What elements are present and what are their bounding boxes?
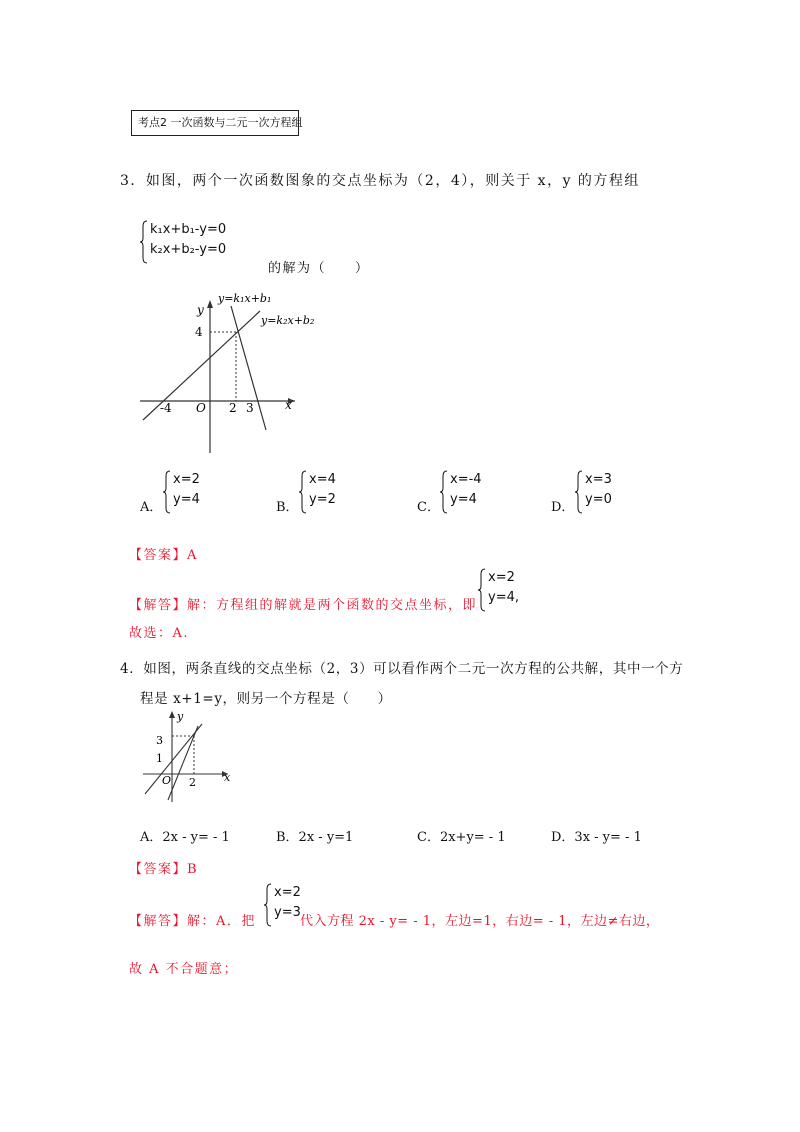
- q4-stem-line2: 程是 x+1=y，则另一个方程是（ ）: [140, 691, 392, 707]
- brace-icon: [575, 470, 583, 514]
- q4-tick-y3: 3: [156, 734, 163, 747]
- q4-analysis-row2: y=3: [274, 905, 301, 920]
- y-arrow-icon: [207, 300, 213, 308]
- q4-answer: 【答案】B: [129, 862, 199, 877]
- q3-option-a-row2: y=4: [173, 492, 200, 507]
- q3-option-b-label: B．: [276, 500, 299, 515]
- q4-analysis-suffix: 代入方程 2x - y= - 1，左边=1，右边= - 1，左边≠右边，: [300, 914, 660, 929]
- q3-x-label: x: [285, 398, 292, 412]
- q3-tick-x2: 2: [229, 401, 237, 415]
- q3-option-b-row2: y=2: [309, 492, 336, 507]
- q4-origin: O: [162, 774, 172, 787]
- q3-system-suffix: 的解为（ ）: [268, 261, 370, 276]
- topic-tag: 考点2 一次函数与二元一次方程组: [131, 110, 299, 136]
- brace-icon: [299, 470, 307, 514]
- q4-y-label: y: [177, 710, 184, 723]
- q3-option-d-row1: x=3: [585, 472, 612, 487]
- q3-option-b: [299, 470, 349, 514]
- q3-origin: O: [196, 401, 206, 415]
- brace-icon: [478, 568, 486, 612]
- q4-option-d: D．3x - y= - 1: [551, 830, 642, 845]
- q4-analysis-row1: x=2: [274, 885, 301, 900]
- q4-conclusion: 故 A 不合题意；: [129, 962, 239, 977]
- q3-tick-x3: 3: [246, 401, 254, 415]
- q3-analysis: 【解答】解：方程组的解就是两个函数的交点坐标，即: [129, 598, 478, 613]
- q3-analysis-row1: x=2: [488, 570, 515, 585]
- q3-system: [140, 220, 250, 264]
- q4-tick-y1: 1: [156, 752, 163, 765]
- q4-option-b: B．2x - y=1: [276, 830, 354, 845]
- q3-tick-y4: 4: [195, 325, 203, 339]
- brace-icon: [264, 883, 272, 927]
- q4-option-c: C．2x+y= - 1: [417, 830, 506, 845]
- q3-graph: [135, 288, 340, 458]
- q3-system-eq1: k₁x+b₁-y=0: [150, 222, 227, 237]
- q3-system-eq2: k₂x+b₂-y=0: [150, 242, 227, 257]
- q3-analysis-row2: y=4,: [488, 590, 519, 605]
- q4-analysis-system: [264, 883, 304, 927]
- q3-option-b-row1: x=4: [309, 472, 336, 487]
- q4-x-label: x: [224, 771, 231, 784]
- q3-line1-label: y=k₁x+b₁: [218, 292, 272, 305]
- q3-option-d-row2: y=0: [585, 492, 612, 507]
- q3-option-d-label: D．: [551, 500, 575, 515]
- q4-tick-x2: 2: [189, 776, 196, 789]
- q3-conclusion: 故选：A.: [129, 626, 190, 641]
- q3-stem: 3．如图，两个一次函数图象的交点坐标为（2，4），则关于 x，y 的方程组: [120, 173, 640, 189]
- q4-analysis-prefix: 【解答】解：A．把: [129, 914, 256, 929]
- q4-option-a: A．2x - y= - 1: [140, 830, 230, 845]
- y-arrow-icon: [169, 711, 175, 718]
- q3-option-c-row1: x=-4: [450, 472, 482, 487]
- q3-option-a-label: A．: [140, 500, 163, 515]
- q4-stem-line1: 4．如图，两条直线的交点坐标（2，3）可以看作两个二元一次方程的公共解，其中一个方: [120, 661, 684, 677]
- q3-option-a-row1: x=2: [173, 472, 200, 487]
- brace-icon: [163, 470, 171, 514]
- q4-graph: [140, 706, 240, 806]
- q3-option-c-label: C．: [417, 500, 440, 515]
- q3-line2-label: y=k₂x+b₂: [261, 314, 315, 327]
- q3-y-label: y: [197, 303, 204, 317]
- q3-answer: 【答案】A: [129, 548, 198, 563]
- q3-option-c: [440, 470, 496, 514]
- brace-icon: [440, 470, 448, 514]
- q3-option-a: [163, 470, 213, 514]
- q3-tick-x-neg4: -4: [160, 401, 172, 415]
- q3-option-d: [575, 470, 625, 514]
- q3-option-c-row2: y=4: [450, 492, 477, 507]
- brace-icon: [140, 220, 148, 264]
- q3-analysis-system: [478, 568, 538, 612]
